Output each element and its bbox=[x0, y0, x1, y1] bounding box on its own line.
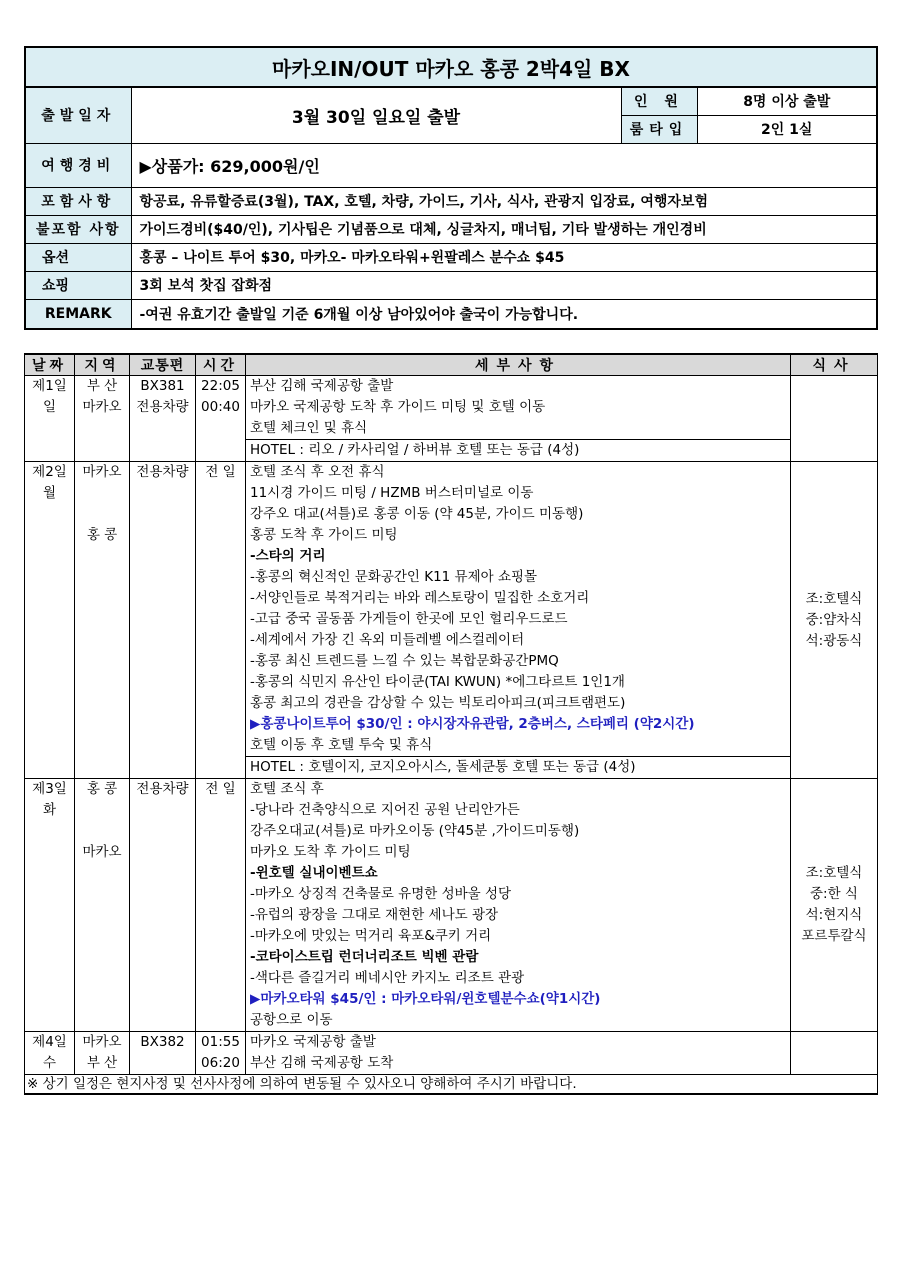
detail-line: 호텔 조식 후 bbox=[250, 781, 324, 797]
table-row bbox=[25, 376, 878, 462]
hotel-line: HOTEL : 리오 / 카사리얼 / 하버뷰 호텔 또는 동급 (4성) bbox=[246, 439, 790, 461]
meal-breakfast: 조:호텔식 bbox=[805, 865, 863, 881]
transport: BX382 bbox=[140, 1034, 185, 1050]
meal-cell bbox=[791, 376, 878, 462]
detail-line: 11시경 가이드 미팅 / HZMB 버스터미널로 이동 bbox=[250, 485, 534, 501]
price-value: ▶상품가: 629,000원/인 bbox=[131, 143, 877, 187]
detail-line: 마카오 국제공항 도착 후 가이드 미팅 및 호텔 이동 bbox=[250, 399, 546, 415]
day-weekday: 일 bbox=[42, 399, 57, 415]
detail-line: 호텔 이동 후 호텔 투숙 및 휴식 bbox=[250, 737, 433, 753]
detail-line: 호텔 조식 후 오전 휴식 bbox=[250, 464, 385, 480]
remark-label: REMARK bbox=[25, 299, 131, 329]
meal-lunch: 중:얌차식 bbox=[805, 611, 863, 628]
meal-cell bbox=[791, 462, 878, 779]
detail-line: -색다른 즐길거리 베네시안 카지노 리조트 관광 bbox=[250, 970, 525, 986]
shopping-label: 쇼핑 bbox=[25, 271, 131, 299]
meal-dinner: 석:현지식 bbox=[805, 907, 863, 923]
region: 마카오 bbox=[82, 399, 122, 415]
detail-line: -고급 중국 골동품 가게들이 한곳에 모인 헐리우드로드 bbox=[250, 611, 568, 627]
departure-date: 3월 30일 일요일 출발 bbox=[131, 87, 621, 143]
time: 전 일 bbox=[205, 464, 236, 480]
table-row bbox=[25, 462, 878, 779]
detail-line: -마카오 상징적 건축물로 유명한 성바울 성당 bbox=[250, 886, 512, 902]
region: 홍 콩 bbox=[86, 781, 118, 797]
transport: 전용차량 bbox=[136, 781, 189, 797]
tour-title: 마카오IN/OUT 마카오 홍콩 2박4일 BX bbox=[25, 47, 877, 87]
header-meal: 식사 bbox=[791, 354, 878, 376]
region: 마카오 bbox=[82, 1034, 122, 1050]
detail-line: -홍콩의 혁신적인 문화공간인 K11 뮤제아 쇼핑몰 bbox=[250, 569, 538, 585]
people-label: 인 원 bbox=[621, 87, 697, 115]
region: 마카오 bbox=[82, 844, 122, 860]
meal-lunch: 중:한 식 bbox=[810, 886, 858, 902]
room-type-label: 룸타입 bbox=[621, 115, 697, 143]
table-row bbox=[25, 1032, 878, 1075]
itinerary-table bbox=[24, 353, 878, 1095]
footnote-row bbox=[25, 1075, 878, 1095]
day-number: 제3일 bbox=[32, 781, 67, 797]
detail-line: -서양인들로 북적거리는 바와 레스토랑이 밀집한 소호거리 bbox=[250, 590, 590, 606]
day-number: 제4일 bbox=[32, 1034, 67, 1050]
region: 부 산 bbox=[86, 378, 118, 394]
departure-label: 출발일자 bbox=[25, 87, 131, 143]
time: 06:20 bbox=[201, 1055, 240, 1071]
table-row bbox=[25, 779, 878, 1032]
room-type-value: 2인 1실 bbox=[697, 115, 877, 143]
region: 부 산 bbox=[86, 1055, 118, 1071]
detail-line: 강주오대교(셔틀)로 마카오이동 (약45분 ,가이드미동행) bbox=[250, 823, 580, 839]
day-number: 제1일 bbox=[32, 378, 67, 394]
hotel-line: HOTEL : 호텔이지, 코지오아시스, 돌세쿤통 호텔 또는 동급 (4성) bbox=[246, 756, 790, 778]
included-label: 포함사항 bbox=[25, 187, 131, 215]
meal-dinner-note: 포르투칼식 bbox=[801, 928, 867, 944]
header-details: 세부사항 bbox=[246, 354, 791, 376]
option-tour-line: ▶홍콩나이트투어 $30/인 : 야시장자유관람, 2층버스, 스타페리 (약2시간) bbox=[250, 716, 695, 732]
time: 전 일 bbox=[205, 781, 236, 797]
detail-line: -세계에서 가장 긴 옥외 미들레벨 에스컬레이터 bbox=[250, 632, 525, 648]
header-time: 시간 bbox=[196, 354, 246, 376]
detail-line: -코타이스트립 런더너리조트 빅벤 관람 bbox=[250, 949, 479, 965]
time: 00:40 bbox=[201, 399, 240, 415]
detail-line: 강주오 대교(셔틀)로 홍콩 이동 (약 45분, 가이드 미동행) bbox=[250, 506, 584, 522]
remark-value: -여권 유효기간 출발일 기준 6개월 이상 남아있어야 출국이 가능합니다. bbox=[131, 299, 877, 329]
excluded-label: 불포함 사항 bbox=[25, 215, 131, 243]
detail-line: -홍콩의 식민지 유산인 타이쿤(TAI KWUN) *에그타르트 1인1개 bbox=[250, 674, 625, 690]
region: 마카오 bbox=[82, 464, 122, 480]
meal-dinner: 석:광동식 bbox=[805, 632, 863, 649]
day-weekday: 수 bbox=[42, 1055, 57, 1071]
detail-line: 공항으로 이동 bbox=[250, 1012, 333, 1028]
detail-line: 부산 김해 국제공항 도착 bbox=[250, 1055, 394, 1071]
detail-line: -윈호텔 실내이벤트쇼 bbox=[250, 865, 378, 881]
option-tour-line: ▶마카오타워 $45/인 : 마카오타워/윈호텔분수쇼(약1시간) bbox=[250, 991, 601, 1007]
detail-line: -스타의 거리 bbox=[250, 548, 326, 564]
transport: 전용차량 bbox=[136, 464, 189, 480]
detail-line: 부산 김해 국제공항 출발 bbox=[250, 378, 394, 394]
header-transport: 교통편 bbox=[130, 354, 196, 376]
cost-label: 여행경비 bbox=[25, 143, 131, 187]
transport: 전용차량 bbox=[136, 399, 189, 415]
excluded-value: 가이드경비($40/인), 기사팁은 기념품으로 대체, 싱글차지, 매너팁, 기타 발생하는 개인경비 bbox=[131, 215, 877, 243]
meal-cell bbox=[791, 779, 878, 1032]
day-number: 제2일 bbox=[32, 464, 67, 480]
time: 01:55 bbox=[201, 1034, 240, 1050]
shopping-value: 3회 보석 찻집 잡화점 bbox=[131, 271, 877, 299]
detail-line: 마카오 국제공항 출발 bbox=[250, 1034, 376, 1050]
day-weekday: 화 bbox=[42, 802, 57, 818]
footnote: ※ 상기 일정은 현지사정 및 선사사정에 의하여 변동될 수 있사오니 양해하여 주시기 바랍니다. bbox=[25, 1075, 878, 1095]
detail-line: -홍콩 최신 트렌드를 느낄 수 있는 복합문화공간PMQ bbox=[250, 653, 559, 669]
people-value: 8명 이상 출발 bbox=[697, 87, 877, 115]
detail-line: 홍콩 최고의 경관을 감상할 수 있는 빅토리아피크(피크트램편도) bbox=[250, 695, 626, 711]
transport: BX381 bbox=[140, 378, 185, 394]
header-date: 날짜 bbox=[25, 354, 75, 376]
detail-line: -당나라 건축양식으로 지어진 공원 난리안가든 bbox=[250, 802, 520, 818]
option-label: 옵션 bbox=[25, 243, 131, 271]
region: 홍 콩 bbox=[86, 527, 118, 543]
itinerary-header-row bbox=[25, 354, 878, 376]
detail-line: -마카오에 맛있는 먹거리 육포&쿠키 거리 bbox=[250, 928, 492, 944]
meal-cell bbox=[791, 1032, 878, 1075]
detail-line: 홍콩 도착 후 가이드 미팅 bbox=[250, 527, 398, 543]
detail-line: 호텔 체크인 및 휴식 bbox=[250, 420, 368, 436]
day-weekday: 월 bbox=[42, 485, 57, 501]
detail-line: -유럽의 광장을 그대로 재현한 세나도 광장 bbox=[250, 907, 499, 923]
meal-breakfast: 조:호텔식 bbox=[805, 590, 863, 607]
time: 22:05 bbox=[201, 378, 240, 394]
option-value: 홍콩 – 나이트 투어 $30, 마카오- 마카오타워+윈팔레스 분수쇼 $45 bbox=[131, 243, 877, 271]
detail-line: 마카오 도착 후 가이드 미팅 bbox=[250, 844, 411, 860]
tour-summary-table bbox=[24, 46, 878, 330]
header-region: 지역 bbox=[75, 354, 130, 376]
included-value: 항공료, 유류할증료(3월), TAX, 호텔, 차량, 가이드, 기사, 식사, 관광지 입장료, 여행자보험 bbox=[131, 187, 877, 215]
